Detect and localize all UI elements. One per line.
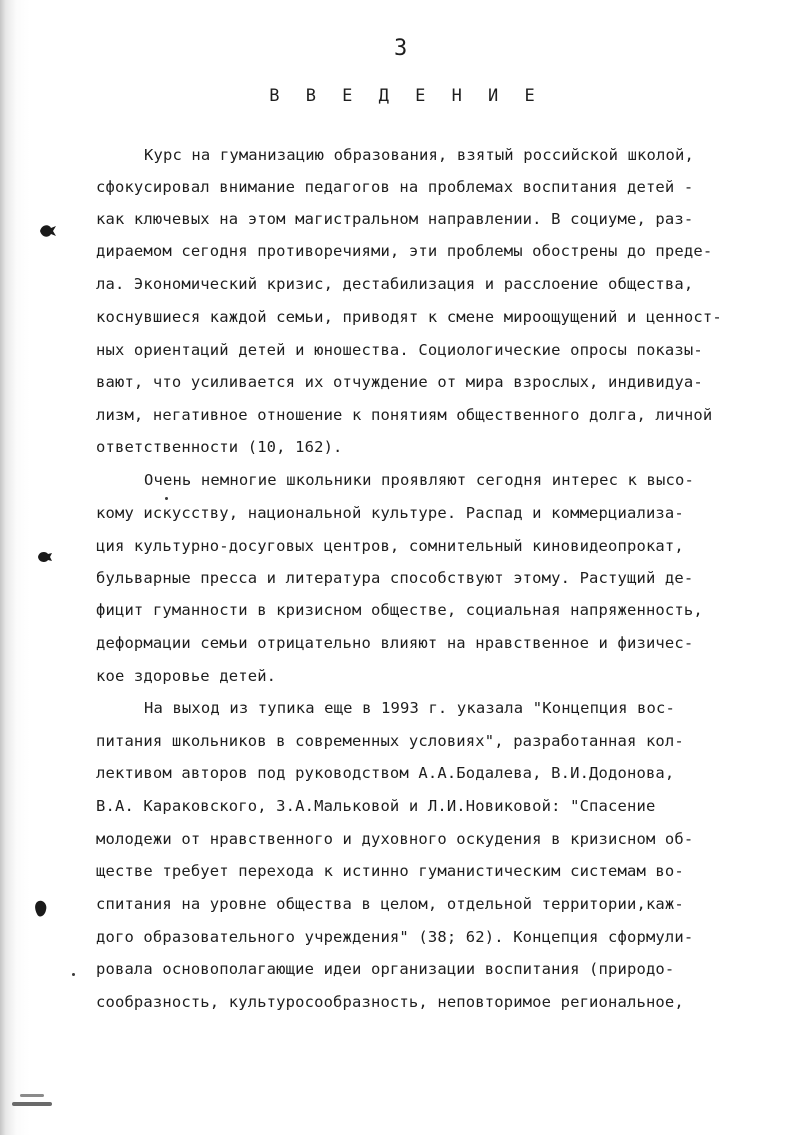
text-line: лизм, негативное отношение к понятиям общественного долга, личной — [96, 406, 713, 424]
text-line: ровала основополагающие идеи организации воспитания (природо- — [96, 960, 675, 978]
text-line: лективом авторов под руководством А.А.Бодалева, В.И.Додонова, — [96, 764, 675, 782]
text-line: бульварные пресса и литература способствуют этому. Растущий де- — [96, 569, 694, 587]
text-line: дого образовательного учреждения" (38; 62). Концепция сформули- — [96, 928, 694, 946]
text-line: ция культурно-досуговых центров, сомнительный киновидеопрокат, — [96, 537, 684, 555]
text-line: кое здоровье детей. — [96, 667, 277, 685]
margin-mark-icon — [38, 222, 58, 240]
text-line: ществе требует перехода к истинно гуманистическим системам во- — [96, 862, 684, 880]
text-line: вают, что усиливается их отчуждение от мира взрослых, индивидуа- — [96, 373, 703, 391]
scan-speck — [72, 973, 75, 976]
text-line: сфокусировал внимание педагогов на проблемах воспитания детей - — [96, 178, 694, 196]
page-title: В В Е Д Е Н И Е — [269, 86, 543, 106]
text-line: питания школьников в современных условиях", разработанная кол- — [96, 732, 684, 750]
text-line: кому искусству, национальной культуре. Распад и коммерциализа- — [96, 504, 684, 522]
scan-speck — [165, 497, 168, 500]
text-line: В.А. Караковского, З.А.Мальковой и Л.И.Новиковой: "Спасение — [96, 797, 656, 815]
text-line: ответственности (10, 162). — [96, 438, 343, 456]
margin-mark-icon — [34, 898, 50, 920]
text-line: как ключевых на этом магистральном направлении. В социуме, раз- — [96, 210, 694, 228]
page-number: 3 — [394, 36, 409, 61]
scan-speck — [20, 1094, 44, 1097]
text-line: Курс на гуманизацию образования, взятый российской школой, — [144, 146, 694, 164]
text-line: дираемом сегодня противоречиями, эти проблемы обострены до преде- — [96, 242, 713, 260]
text-line: сообразность, культуросообразность, неповторимое региональное, — [96, 993, 684, 1011]
text-line: На выход из тупика еще в 1993 г. указала "Концепция вос- — [144, 699, 675, 717]
text-line: спитания на уровне общества в целом, отдельной территории,каж- — [96, 895, 684, 913]
text-line: молодежи от нравственного и духовного оскудения в кризисном об- — [96, 830, 694, 848]
scan-shadow — [0, 0, 30, 1135]
text-line: Очень немногие школьники проявляют сегодня интерес к высо- — [144, 471, 694, 489]
text-line: ла. Экономический кризис, дестабилизация и расслоение общества, — [96, 275, 694, 293]
text-line: фицит гуманности в кризисном обществе, социальная напряженность, — [96, 601, 703, 619]
text-line: ных ориентаций детей и юношества. Социологические опросы показы- — [96, 341, 703, 359]
text-line: деформации семьи отрицательно влияют на нравственное и физичес- — [96, 634, 694, 652]
text-line: коснувшиеся каждой семьи, приводят к смене мироощущений и ценност- — [96, 308, 722, 326]
margin-mark-icon — [36, 548, 54, 566]
scan-speck — [12, 1102, 52, 1106]
